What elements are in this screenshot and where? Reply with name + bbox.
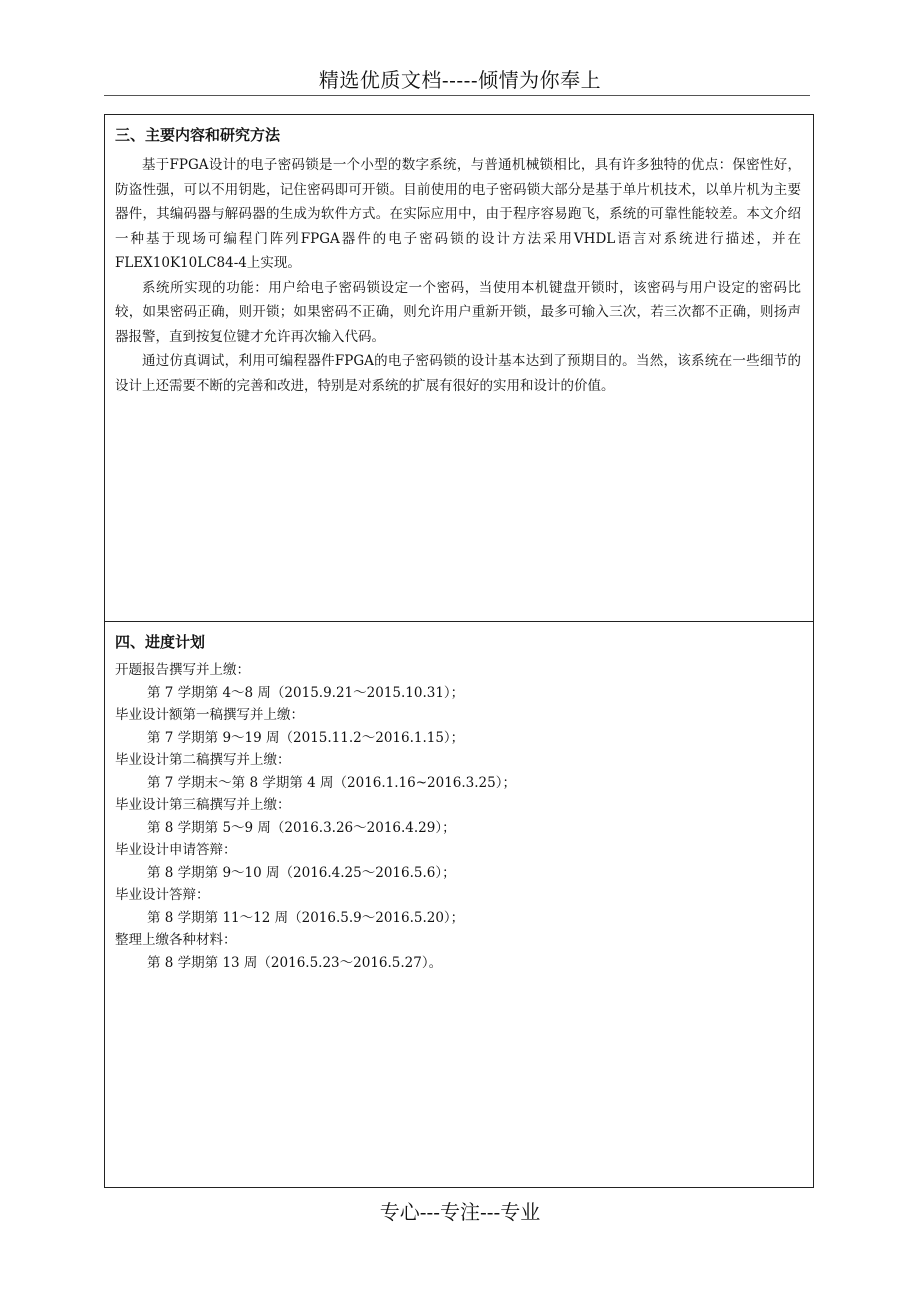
schedule-stage-period: 第 7 学期第 9～19 周（2015.11.2～2016.1.15）； xyxy=(147,730,465,746)
schedule-stage-label: 毕业设计申请答辩： xyxy=(115,842,237,858)
schedule-stage-label: 毕业设计额第一稿撰写并上缴： xyxy=(115,707,304,723)
research-paragraph: 系统所实现的功能：用户给电子密码锁设定一个密码，当使用本机键盘开锁时，该密码与用户设定的密码比较，如果密码正确，则开锁；如果密码不正确，则允许用户重新开锁，最多可输入三次，若三次都不正确，则扬声器报警，直到按复位键才允许再次输入代码。 xyxy=(115,279,801,345)
research-heading: 三、主要内容和研究方法 xyxy=(115,126,281,144)
research-paragraph: 基于FPGA设计的电子密码锁是一个小型的数字系统，与普通机械锁相比，具有许多独特的优点：保密性好，防盗性强，可以不用钥匙，记住密码即可开锁。目前使用的电子密码锁大部分是基于单片机技术，以单片机为主要器件，其编码器与解码器的生成为软件方式。在实际应用中，由于程序容易跑飞，系统的可靠性能较差。本文介绍一种基于现场可编程门阵列FPGA器件的电子密码锁的设计方法采用VHDL语言对系统进行描述，并在FLEX10K10LC84-4上实现。 xyxy=(115,157,801,271)
schedule-section xyxy=(104,621,814,1188)
schedule-heading: 四、进度计划 xyxy=(115,633,206,651)
schedule-stage-period: 第 7 学期第 4～8 周（2015.9.21～2015.10.31）； xyxy=(147,685,465,701)
schedule-stage-period: 第 8 学期第 5～9 周（2016.3.26～2016.4.29）； xyxy=(147,820,456,836)
schedule-stage-period: 第 8 学期第 13 周（2016.5.23～2016.5.27）。 xyxy=(147,955,443,971)
schedule-stage-label: 毕业设计第三稿撰写并上缴： xyxy=(115,797,291,813)
research-paragraph: 通过仿真调试，利用可编程器件FPGA的电子密码锁的设计基本达到了预期目的。当然，该系统在一些细节的设计上还需要不断的完善和改进，特别是对系统的扩展有很好的实用和设计的价值。 xyxy=(115,353,801,394)
page-footer-text: 专心---专注---专业 xyxy=(379,1200,541,1224)
page-header-title: 精选优质文档-----倾情为你奉上 xyxy=(318,68,602,92)
schedule-stage-period: 第 8 学期第 11～12 周（2016.5.9～2016.5.20）； xyxy=(147,910,465,926)
schedule-stage-period: 第 7 学期末～第 8 学期第 4 周（2016.1.16~2016.3.25）； xyxy=(147,775,516,791)
schedule-stage-label: 整理上缴各种材料： xyxy=(115,932,237,948)
schedule-stage-label: 开题报告撰写并上缴： xyxy=(115,662,250,678)
schedule-stage-period: 第 8 学期第 9～10 周（2016.4.25～2016.5.6）； xyxy=(147,865,456,881)
schedule-list xyxy=(115,660,801,975)
schedule-stage-label: 毕业设计第二稿撰写并上缴： xyxy=(115,752,291,768)
schedule-stage-label: 毕业设计答辩： xyxy=(115,887,210,903)
research-body xyxy=(115,153,801,398)
research-section xyxy=(104,114,814,622)
header-divider xyxy=(104,95,810,96)
